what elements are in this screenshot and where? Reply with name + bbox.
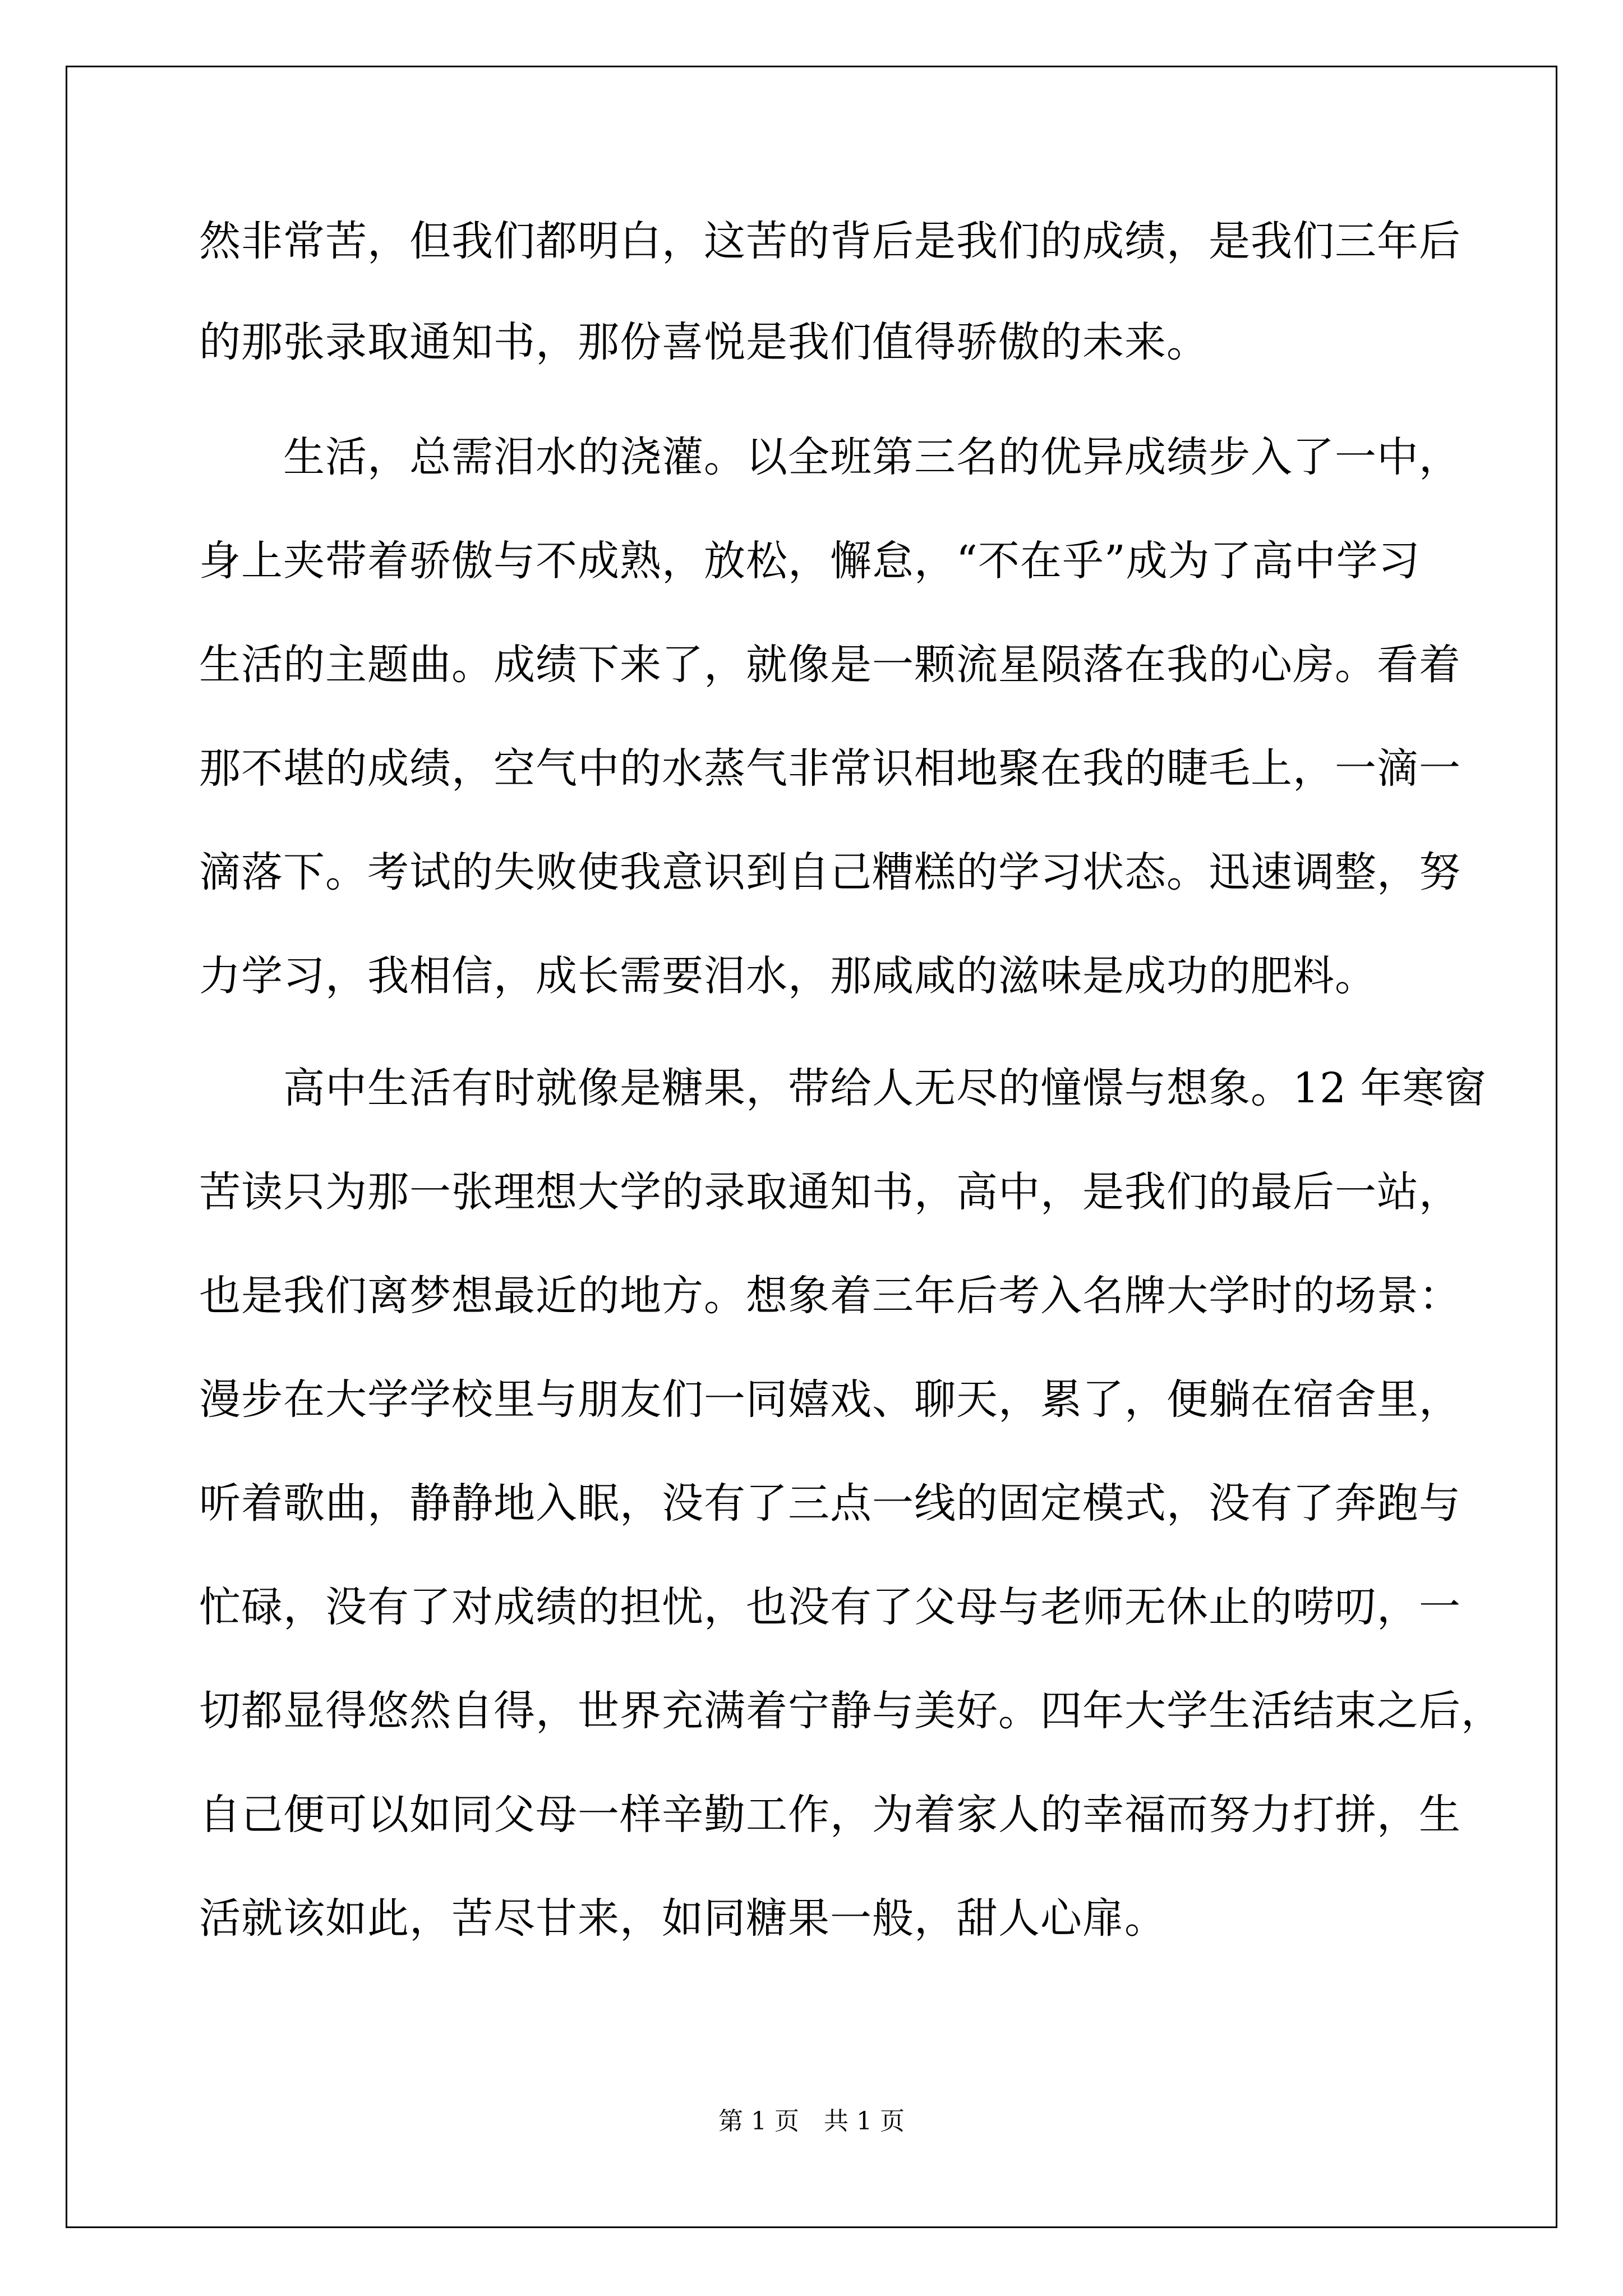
text-line: 力学习，我相信，成长需要泪水，那咸咸的滋味是成功的肥料。: [199, 952, 1377, 1000]
text-line: 那不堪的成绩，空气中的水蒸气非常识相地聚在我的睫毛上，一滴一: [199, 744, 1461, 793]
text-line: 切都显得悠然自得，世界充满着宁静与美好。四年大学生活结束之后，: [199, 1687, 1503, 1735]
text-line: 然非常苦，但我们都明白，这苦的背后是我们的成绩，是我们三年后: [199, 217, 1461, 265]
text-line: 活就该如此，苦尽甘来，如同糖果一般，甜人心扉。: [199, 1894, 1166, 1943]
text-line: 自己便可以如同父母一样辛勤工作，为着家人的幸福而努力打拼，生: [199, 1791, 1461, 1839]
text-line: 忙碌，没有了对成绩的担忧，也没有了父母与老师无休止的唠叨，一: [199, 1583, 1461, 1631]
text-line: 生活，总需泪水的浇灌。以全班第三名的优异成绩步入了一中，: [199, 433, 1461, 481]
text-line: 苦读只为那一张理想大学的录取通知书，高中，是我们的最后一站，: [199, 1168, 1461, 1216]
text-line: 身上夹带着骄傲与不成熟，放松，懈怠，“不在乎”成为了高中学习: [199, 537, 1421, 585]
text-line: 生活的主题曲。成绩下来了，就像是一颗流星陨落在我的心房。看着: [199, 641, 1461, 689]
text-line: 也是我们离梦想最近的地方。想象着三年后考入名牌大学时的场景：: [199, 1272, 1461, 1320]
page-number-footer: 第 1 页 共 1 页: [718, 2107, 905, 2136]
text-line: 的那张录取通知书，那份喜悦是我们值得骄傲的未来。: [199, 318, 1209, 366]
text-line: 漫步在大学学校里与朋友们一同嬉戏、聊天，累了，便躺在宿舍里，: [199, 1375, 1461, 1424]
text-line: 高中生活有时就像是糖果，带给人无尽的憧憬与想象。12 年寒窗: [199, 1064, 1487, 1112]
text-line: 滴落下。考试的失败使我意识到自己糟糕的学习状态。迅速调整，努: [199, 848, 1461, 896]
text-line: 听着歌曲，静静地入眠，没有了三点一线的固定模式，没有了奔跑与: [199, 1479, 1461, 1527]
